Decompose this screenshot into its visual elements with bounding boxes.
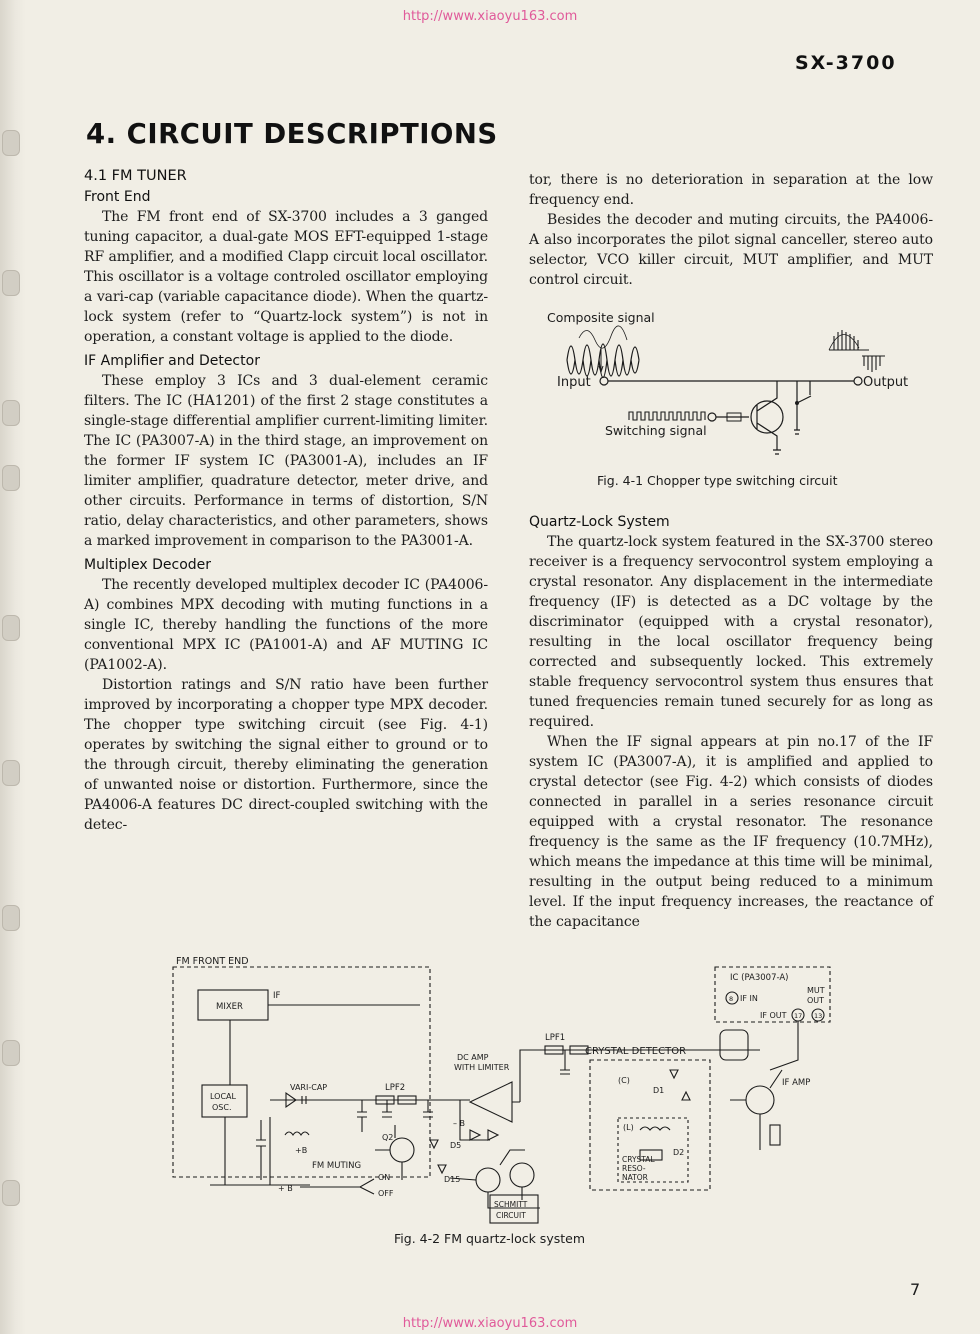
- wire: [230, 1005, 420, 1085]
- transistor-icon: [510, 1163, 534, 1187]
- wire: [770, 1021, 798, 1070]
- fig1-output-label: Output: [863, 375, 909, 390]
- label-schmitt-1: SCHMITT: [494, 1200, 528, 1209]
- label-c: (C): [618, 1076, 630, 1085]
- input-terminal: [600, 377, 608, 385]
- punch-hole: [2, 760, 20, 786]
- label-lpf1: LPF1: [545, 1033, 566, 1043]
- label-off: OFF: [378, 1189, 394, 1198]
- paragraph-quartz-lock-2: When the IF signal appears at pin no.17 of the IF system IC (PA3007-A), it is amplified and applied to crystal detector (see Fig. 4-2) which consists of diodes connected in parallel in a series resonance circuit equipped with a crystal resonator. The resonance frequency is the same as the IF frequency (10.7MHz), which means the impedance at this time will be minimal, resulting in the output being reduced to a minimum level. If the input frequency increases, the reactance of the capacitance: [529, 734, 933, 930]
- muting-switch-icon: [300, 1179, 374, 1194]
- ground-icon: [773, 450, 781, 454]
- label-mut-out-1: MUT: [807, 986, 825, 995]
- output-terminal: [854, 377, 862, 385]
- composite-waveform: [567, 344, 639, 378]
- label-if-amp: IF AMP: [782, 1078, 811, 1088]
- label-d1: D1: [653, 1086, 665, 1095]
- heading-front-end: Front End: [84, 189, 151, 205]
- label-l: (L): [623, 1123, 634, 1132]
- label-pin8: 8: [729, 995, 734, 1003]
- figure-fm-quartz-lock-system: [170, 950, 850, 1235]
- transistor-leads: [757, 381, 777, 450]
- dc-amp-wires: [460, 1050, 730, 1102]
- fig1-composite-label: Composite signal: [547, 310, 655, 325]
- transistor-icon: [390, 1138, 414, 1162]
- local-osc-block: [202, 1085, 247, 1117]
- fig1-caption: Fig. 4-1 Chopper type switching circuit: [597, 473, 838, 488]
- paragraph-multiplex-2: Distortion ratings and S/N ratio have been further improved by incorporating a chopper type MPX decoder. The chopper type switching circuit (see Fig. 4-1) operates by switching the signal either to ground or to the through circuit, thereby eliminating the generation of unwanted noise or distortion. Furthermore, since the PA4006-A features DC direct-coupled switching with the detec-: [84, 677, 488, 833]
- fig1-switching-label: Switching signal: [605, 423, 707, 438]
- punch-hole: [2, 905, 20, 931]
- dc-amp-icon: [470, 1082, 512, 1122]
- label-dc-amp-2: WITH LIMITER: [454, 1063, 510, 1072]
- paragraph-decoder-features: Besides the decoder and muting circuits, the PA4006-A also incorporates the pilot signal canceller, stereo auto selector, VCO killer circuit, MUT amplifier, and MUT control circuit.: [529, 212, 933, 288]
- wire: [730, 1070, 782, 1150]
- label-pin17: 17: [794, 1012, 803, 1020]
- capacitor-icon: [382, 1100, 392, 1117]
- label-schmitt-2: CIRCUIT: [496, 1211, 526, 1220]
- label-crystal-res-2: RESO-: [622, 1164, 646, 1173]
- transistor-icon: [751, 401, 783, 433]
- paragraph-front-end: The FM front end of SX-3700 includes a 3 ganged tuning capacitor, a dual-gate MOS EFT-equipped 1-stage RF amplifier, and a modified Clapp circuit local oscillator. This oscillator is a voltage controled oscillator employing a vari-cap (variable capacitance diode). When the quartz-lock system (refer to “Quartz-lock system”) is not in operation, a constant voltage is applied to the diode.: [84, 209, 488, 345]
- section-title: 4.1 FM TUNER: [84, 168, 187, 184]
- inductor-icon: [285, 1132, 309, 1135]
- binding-edge: [0, 0, 26, 1334]
- capacitor-icon: [357, 1100, 367, 1132]
- label-pin13: 13: [814, 1012, 823, 1020]
- heading-if-amplifier: IF Amplifier and Detector: [84, 353, 260, 369]
- page-title: 4. CIRCUIT DESCRIPTIONS: [86, 118, 498, 150]
- figure-chopper-switching-circuit: [529, 300, 933, 520]
- diode-icon: [470, 1130, 498, 1140]
- diode-icon: [430, 1140, 438, 1148]
- paragraph-multiplex-1: The recently developed multiplex decoder IC (PA4006-A) combines MPX decoding with muting functions in a single IC, thereby handling the functions of the more conventional MPX IC (PA1001-A) and AF MUTING IC (PA1002-A).: [84, 577, 488, 673]
- switching-waveform: [629, 412, 705, 420]
- label-dc-amp-1: DC AMP: [457, 1053, 489, 1062]
- label-ic: IC (PA3007-A): [730, 973, 789, 983]
- transistor-icon: [746, 1086, 774, 1114]
- fig2-caption: Fig. 4-2 FM quartz-lock system: [394, 1231, 585, 1246]
- diode-icon: [438, 1165, 446, 1173]
- label-if-out: IF OUT: [760, 1011, 787, 1020]
- switch-icon: [797, 381, 811, 403]
- punch-hole: [2, 615, 20, 641]
- capacitor-icon: [423, 1100, 433, 1117]
- paragraph-continued: tor, there is no deterioration in separation at the low frequency end.: [529, 172, 933, 208]
- composite-envelope: [579, 326, 627, 348]
- punch-hole: [2, 400, 20, 426]
- label-lpf2: LPF2: [385, 1083, 406, 1093]
- label-crystal-detector: CRYSTAL DETECTOR: [585, 1046, 687, 1057]
- heading-quartz-lock: Quartz-Lock System: [529, 514, 670, 530]
- fig1-input-label: Input: [557, 375, 591, 390]
- label-mut-out-2: OUT: [807, 996, 825, 1005]
- capacitor-icon: [256, 1120, 266, 1180]
- label-mixer: MIXER: [216, 1002, 243, 1012]
- transformer-icon: [720, 1030, 748, 1060]
- resistor-icon: [770, 1125, 780, 1145]
- label-crystal-res-3: NATOR: [622, 1173, 648, 1182]
- label-if-in: IF IN: [740, 994, 758, 1003]
- label-d5: D5: [450, 1141, 462, 1150]
- label-if: IF: [273, 991, 281, 1001]
- label-local-osc-1: LOCAL: [210, 1092, 236, 1101]
- label-plus-b: + B: [278, 1184, 293, 1193]
- wire: [450, 1150, 525, 1180]
- label-crystal-res-1: CRYSTAL: [622, 1155, 655, 1164]
- label-plus-b2: +B: [295, 1146, 308, 1155]
- page-number: 7: [910, 1280, 921, 1299]
- model-number: SX-3700: [795, 52, 897, 74]
- crystal-detector-box: [590, 1060, 710, 1190]
- punch-hole: [2, 130, 20, 156]
- label-local-osc-2: OSC.: [212, 1103, 232, 1112]
- right-column: [529, 170, 933, 290]
- punch-hole: [2, 1040, 20, 1066]
- ground-icon: [794, 404, 800, 434]
- label-on: ON: [378, 1173, 391, 1182]
- paragraph-quartz-lock-1: The quartz-lock system featured in the SX-3700 stereo receiver is a frequency servocontrol system employing a crystal resonator. Any displacement in the intermediate frequency (IF) is detected as a DC voltage by the discriminator (equipped with a crystal resonator), resulting in the local oscillator frequency being corrected and subsequently locked. This extremely stable frequency servocontrol system thus ensures that tuned frequencies remain tuned securely for as long as required.: [529, 534, 933, 730]
- paragraph-if-amplifier: These employ 3 ICs and 3 dual-element ceramic filters. The IC (HA1201) of the first 2 stage constitutes a single-stage differential amplifier current-limiting limiter. The IC (PA3007-A) in the third stage, an improvement on the former IF system IC (PA3001-A), includes an IF limiter amplifier, quadrature detector, meter drive, and other circuits. Performance in terms of distortion, S/N ratio, delay characteristics, and other parameters, shows a marked improvement in comparison to the PA3001-A.: [84, 373, 488, 549]
- punch-hole: [2, 465, 20, 491]
- switching-terminal: [708, 413, 716, 421]
- label-q2: Q2: [382, 1133, 394, 1142]
- inductor-icon: [640, 1127, 670, 1130]
- punch-hole: [2, 270, 20, 296]
- label-d2: D2: [673, 1148, 685, 1157]
- punch-hole: [2, 1180, 20, 1206]
- label-fm-front-end: FM FRONT END: [176, 956, 249, 967]
- label-minus-b: – B: [453, 1119, 466, 1128]
- label-varicap: VARI-CAP: [290, 1083, 328, 1092]
- transistor-icon: [476, 1168, 500, 1192]
- left-column: [84, 166, 488, 835]
- label-fm-muting: FM MUTING: [312, 1161, 362, 1171]
- heading-multiplex: Multiplex Decoder: [84, 557, 212, 573]
- watermark-url-bottom[interactable]: http://www.xiaoyu163.com: [402, 1316, 578, 1331]
- quartz-lock-section: [529, 512, 933, 932]
- output-waveform: [829, 330, 885, 372]
- watermark-url-top[interactable]: http://www.xiaoyu163.com: [402, 9, 578, 24]
- label-d15: D15: [444, 1175, 461, 1184]
- varicap-line: [270, 1096, 370, 1104]
- diode-icon: [670, 1070, 690, 1100]
